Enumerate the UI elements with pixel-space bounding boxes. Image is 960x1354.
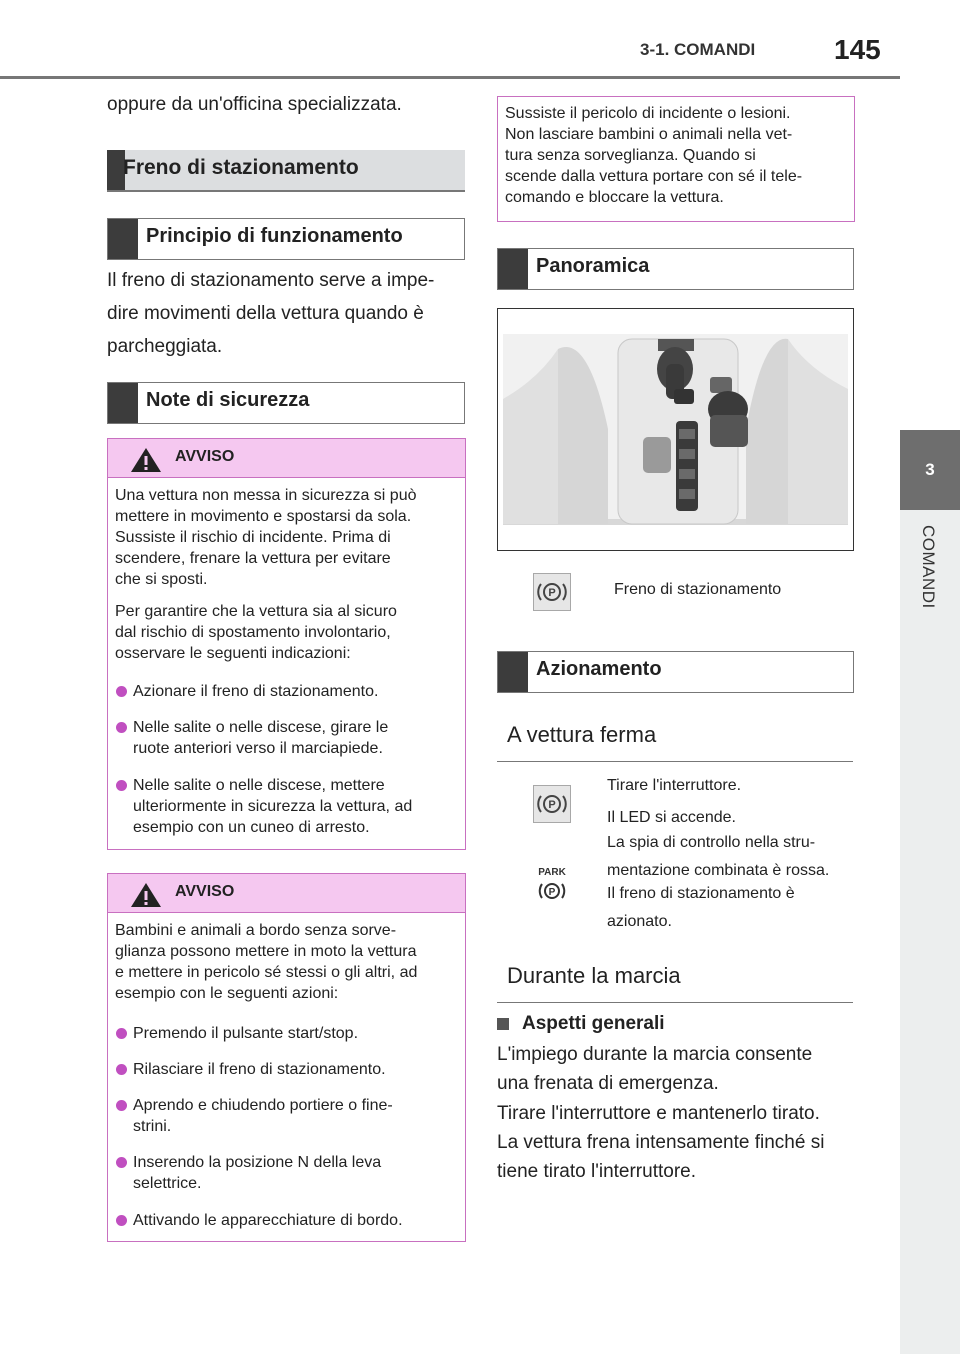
chapter-tab[interactable]: 3 [900,430,960,510]
paragraph-hold-switch [497,1099,824,1186]
text-line: glianza possono mettere in moto la vettura [115,943,417,960]
text-line: mettere in movimento e spostarsi da sola. [115,508,412,525]
heading-safety [107,382,465,424]
text-line: L'impiego durante la marcia consente [497,1044,813,1065]
bullet-item [133,1023,358,1044]
heading-bar [498,652,528,692]
text-line: Nelle salite o nelle discese, mettere [133,777,385,794]
text-line: Aprendo e chiudendo portiere o fine- [133,1097,393,1114]
park-label: PARK [538,867,566,878]
text-line: Il freno di stazionamento serve a impe- [107,270,435,291]
text-line: selettrice. [133,1175,202,1192]
heading-bar [108,383,138,423]
warning-box-1 [107,438,466,850]
text-line: Il freno di stazionamento è [607,885,795,902]
heading-text: A vettura ferma [507,722,657,747]
heading-text: Principio di funzionamento [146,225,403,247]
parking-brake-icon [533,573,571,611]
text-line: esempio con le seguenti azioni: [115,985,339,1002]
text-line: tura senza sorveglianza. Quando si [505,147,756,164]
heading-text: Freno di stazionamento [123,156,359,179]
text-line: Azionare il freno di stazionamento. [133,683,379,700]
heading-driving [497,963,853,1003]
paragraph-emergency [497,1040,812,1098]
chapter-label: COMANDI [919,525,938,609]
heading-text: Note di sicurezza [146,389,310,411]
bullet-icon [116,1100,127,1111]
bullet-icon [116,1064,127,1075]
subheading-general: Aspetti generali [522,1013,665,1034]
warning-label: AVVISO [175,448,235,465]
text-line: scendere, frenare la vettura per evitare [115,550,391,567]
svg-text:P: P [548,799,556,811]
text-line: dire movimenti della vettura quando è [107,303,424,324]
parking-brake-symbol-icon [534,574,570,610]
section-title: 3-1. COMANDI [640,40,756,59]
text-line: una frenata di emergenza. [497,1073,719,1094]
bullet-icon [116,780,127,791]
text-line: Premendo il pulsante start/stop. [133,1025,359,1042]
text-line: La spia di controllo nella stru- [607,834,816,851]
text-line: osservare le seguenti indicazioni: [115,645,351,662]
warning-paragraph [115,920,417,1004]
parking-brake-switch-icon [533,785,571,823]
principle-paragraph [107,264,467,363]
text-line: ulteriormente in sicurezza la vettura, ad [133,798,413,815]
text-line: Attivando le apparecchiature di bordo. [133,1212,403,1229]
heading-operation [497,651,854,693]
text-line: Sussiste il pericolo di incidente o lesioni. [505,105,791,122]
center-console-image [498,309,853,550]
warning-box-2 [107,873,466,1242]
text-line: Non lasciare bambini o animali nella vet- [505,126,793,143]
info-text [505,103,802,208]
chapter-strip [900,510,960,1354]
header-rule [0,76,900,79]
text-line: tiene tirato l'interruttore. [497,1161,696,1182]
text-line: Una vettura non messa in sicurezza si può [115,487,417,504]
svg-text:P: P [548,587,556,599]
step-pull-switch: Tirare l'interruttore. [607,777,742,794]
text-line: comando e bloccare la vettura. [505,189,724,206]
text-line: che si sposti. [115,571,208,588]
heading-stationary [497,722,853,762]
text-line: strini. [133,1118,172,1135]
bullet-icon [116,722,127,733]
heading-text: Durante la marcia [507,963,681,988]
heading-text: Panoramica [536,255,650,277]
svg-text:P: P [548,887,556,898]
park-indicator-icon [534,865,570,905]
bullet-item [133,775,412,838]
text-line: Per garantire che la vettura sia al sicuro [115,603,397,620]
text-line: Bambini e animali a bordo senza sorve- [115,922,397,939]
text-line: parcheggiata. [107,336,223,357]
bullet-item [133,1059,386,1080]
warning-header [108,874,465,913]
text-line: azionato. [607,913,672,930]
text-line: Rilasciare il freno di stazionamento. [133,1061,386,1078]
warning-paragraph [115,601,397,664]
step-indicator-red [607,829,829,885]
console-illustration [497,308,854,551]
text-line: Sussiste il rischio di incidente. Prima di [115,529,391,546]
heading-bar [108,219,138,259]
heading-overview [497,248,854,290]
park-warning-icon [534,865,570,905]
warning-triangle-icon [130,882,162,908]
square-bullet-icon [497,1018,509,1030]
heading-text: Azionamento [536,658,662,680]
bullet-item [133,717,388,759]
text-line: dal rischio di spostamento involontario, [115,624,391,641]
step-led-on: Il LED si accende. [607,809,736,826]
bullet-icon [116,1028,127,1039]
text-line: Nelle salite o nelle discese, girare le [133,719,389,736]
heading-bar [498,249,528,289]
text-line: Inserendo la posizione N della leva [133,1154,382,1171]
bullet-item [133,1210,403,1231]
text-line: Tirare l'interruttore e mantenerlo tirato. [497,1103,820,1124]
warning-triangle-icon [130,447,162,473]
warning-paragraph [115,485,416,590]
text-line: e mettere in pericolo sé stessi o gli altri, ad [115,964,418,981]
heading-parking-brake [107,150,465,192]
heading-principle [107,218,465,260]
bullet-icon [116,1157,127,1168]
bullet-item [133,1095,393,1137]
bullet-icon [116,686,127,697]
bullet-item [133,681,378,702]
bullet-icon [116,1215,127,1226]
page-number: 145 [834,34,881,65]
step-brake-applied [607,880,795,936]
text-line: esempio con un cuneo di arresto. [133,819,370,836]
warning-label: AVVISO [175,883,235,900]
text-line: scende dalla vettura portare con sé il tele- [505,168,803,185]
warning-header [108,439,465,478]
text-line: ruote anteriori verso il marciapiede. [133,740,383,757]
overview-caption: Freno di stazionamento [614,581,782,598]
intro-text: oppure da un'officina specializzata. [107,94,402,115]
text-line: La vettura frena intensamente finché si [497,1132,825,1153]
parking-brake-symbol-icon [534,786,570,822]
text-line: mentazione combinata è rossa. [607,862,830,879]
info-box [497,96,855,222]
bullet-item [133,1152,381,1194]
